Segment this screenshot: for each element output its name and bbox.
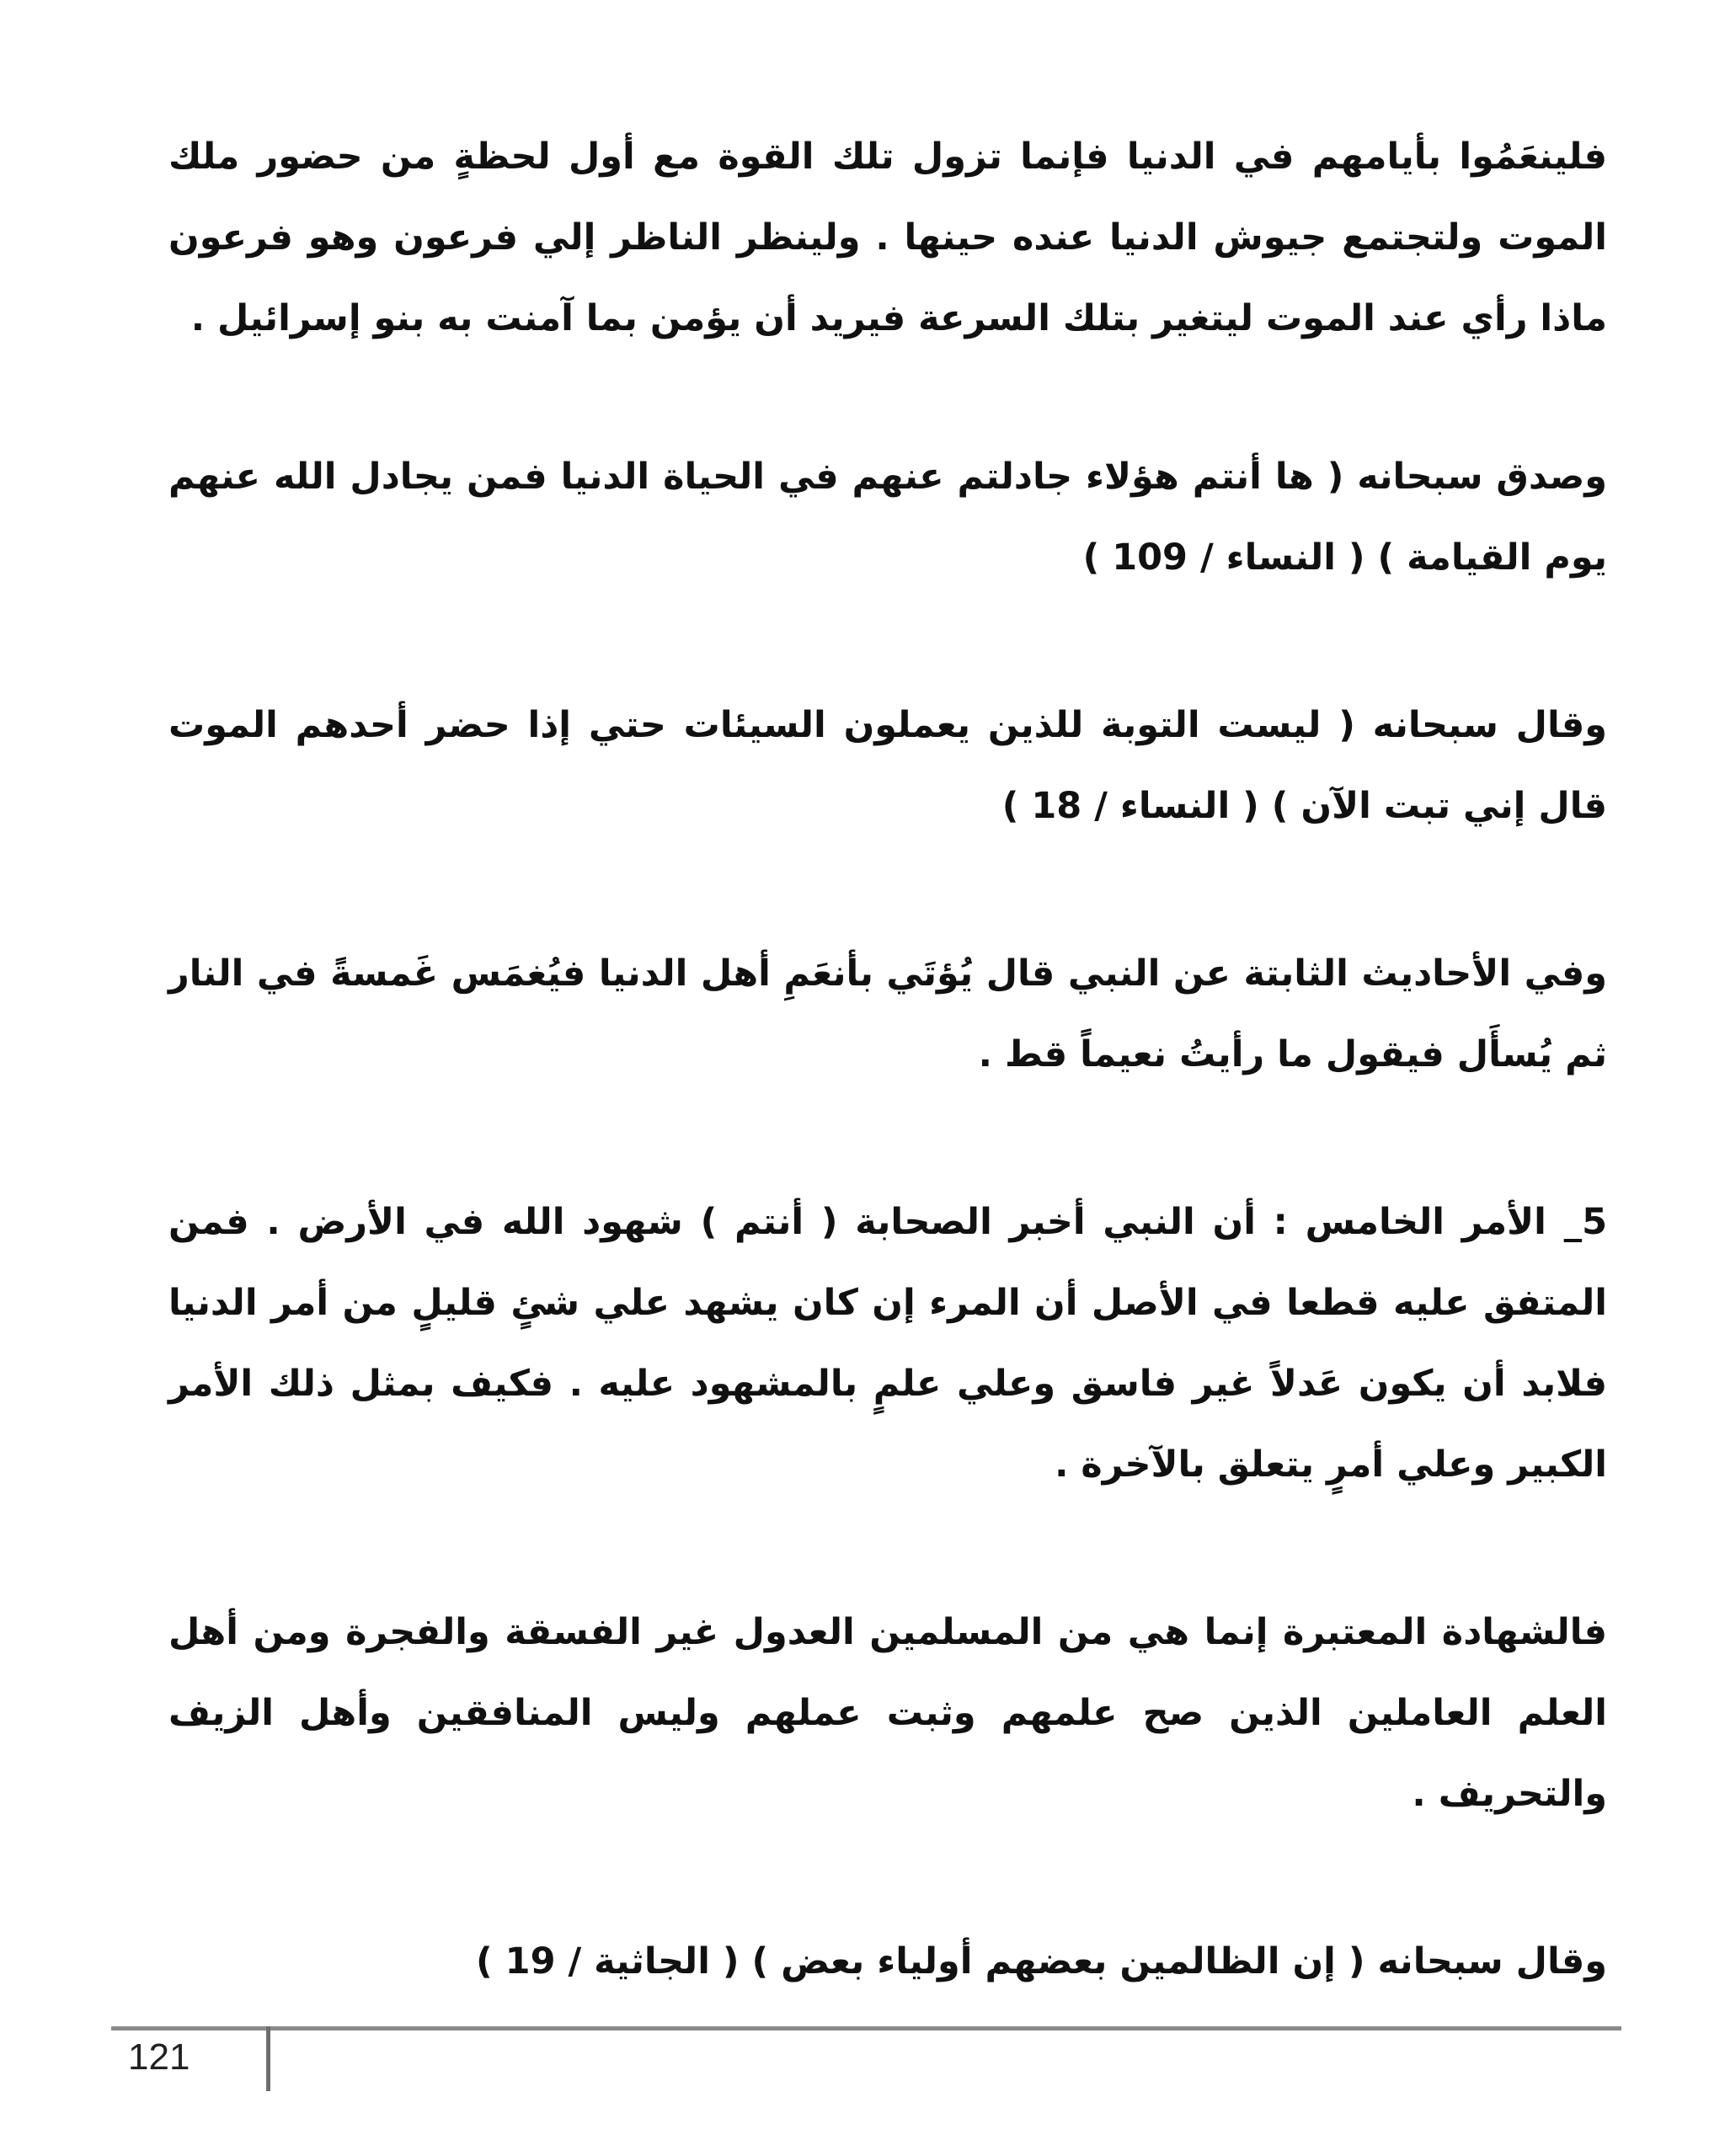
paragraph-hadith: وفي الأحاديث الثابتة عن النبي قال يُؤتَي بأنعَمِ أهل الدنيا فيُغمَس غَمسةً في النار ثم يُسأَل فيقول ما رأيتُ نعيماً قط . <box>168 953 1607 1075</box>
paragraph-nisa-18: وقال سبحانه ( ليست التوبة للذين يعملون السيئات حتي إذا حضر أحدهم الموت قال إني تبت الآن ) ( النساء / 18 ) <box>168 704 1607 827</box>
paragraph-fifth-matter: 5_ الأمر الخامس : أن النبي أخبر الصحابة ( أنتم ) شهود الله في الأرض . فمن المتفق عليه قطعا في الأصل أن المرء إن كان يشهد علي شئٍ قليلٍ من أمر الدنيا فلابد أن يكون عَدلاً غير فاسق وعلي علمٍ بالمشهود عليه . فكيف بمثل ذلك الأمر الكبير وعلي أمرٍ يتعلق بالآخرة . <box>168 1201 1607 1486</box>
paragraph-pharaoh: فلينعَمُوا بأيامهم في الدنيا فإنما تزول تلك القوة مع أول لحظةٍ من حضور ملك الموت ولتجتمع جيوش الدنيا عنده حينها . ولينظر الناظر إلي فرعون وهو فرعون ماذا رأي عند الموت ليتغير بتلك السرعة فيريد أن يؤمن بما آمنت به بنو إسرائيل . <box>168 136 1607 339</box>
footer-rule <box>111 2026 1621 2031</box>
paragraph-nisa-109: وصدق سبحانه ( ها أنتم هؤلاء جادلتم عنهم في الحياة الدنيا فمن يجادل الله عنهم يوم القيامة ) ( النساء / 109 ) <box>168 456 1607 579</box>
paragraph-jathiya-19: وقال سبحانه ( إن الظالمين بعضهم أولياء بعض ) ( الجاثية / 19 ) <box>476 1940 1607 1983</box>
page-body <box>168 116 1607 2002</box>
footer-divider <box>266 2026 270 2091</box>
page-number: 121 <box>128 2036 190 2078</box>
paragraph-valid-testimony: فالشهادة المعتبرة إنما هي من المسلمين العدول غير الفسقة والفجرة ومن أهل العلم العاملين الذين صح علمهم وثبت عملهم وليس المنافقين وأهل الزيف والتحريف . <box>168 1611 1607 1815</box>
